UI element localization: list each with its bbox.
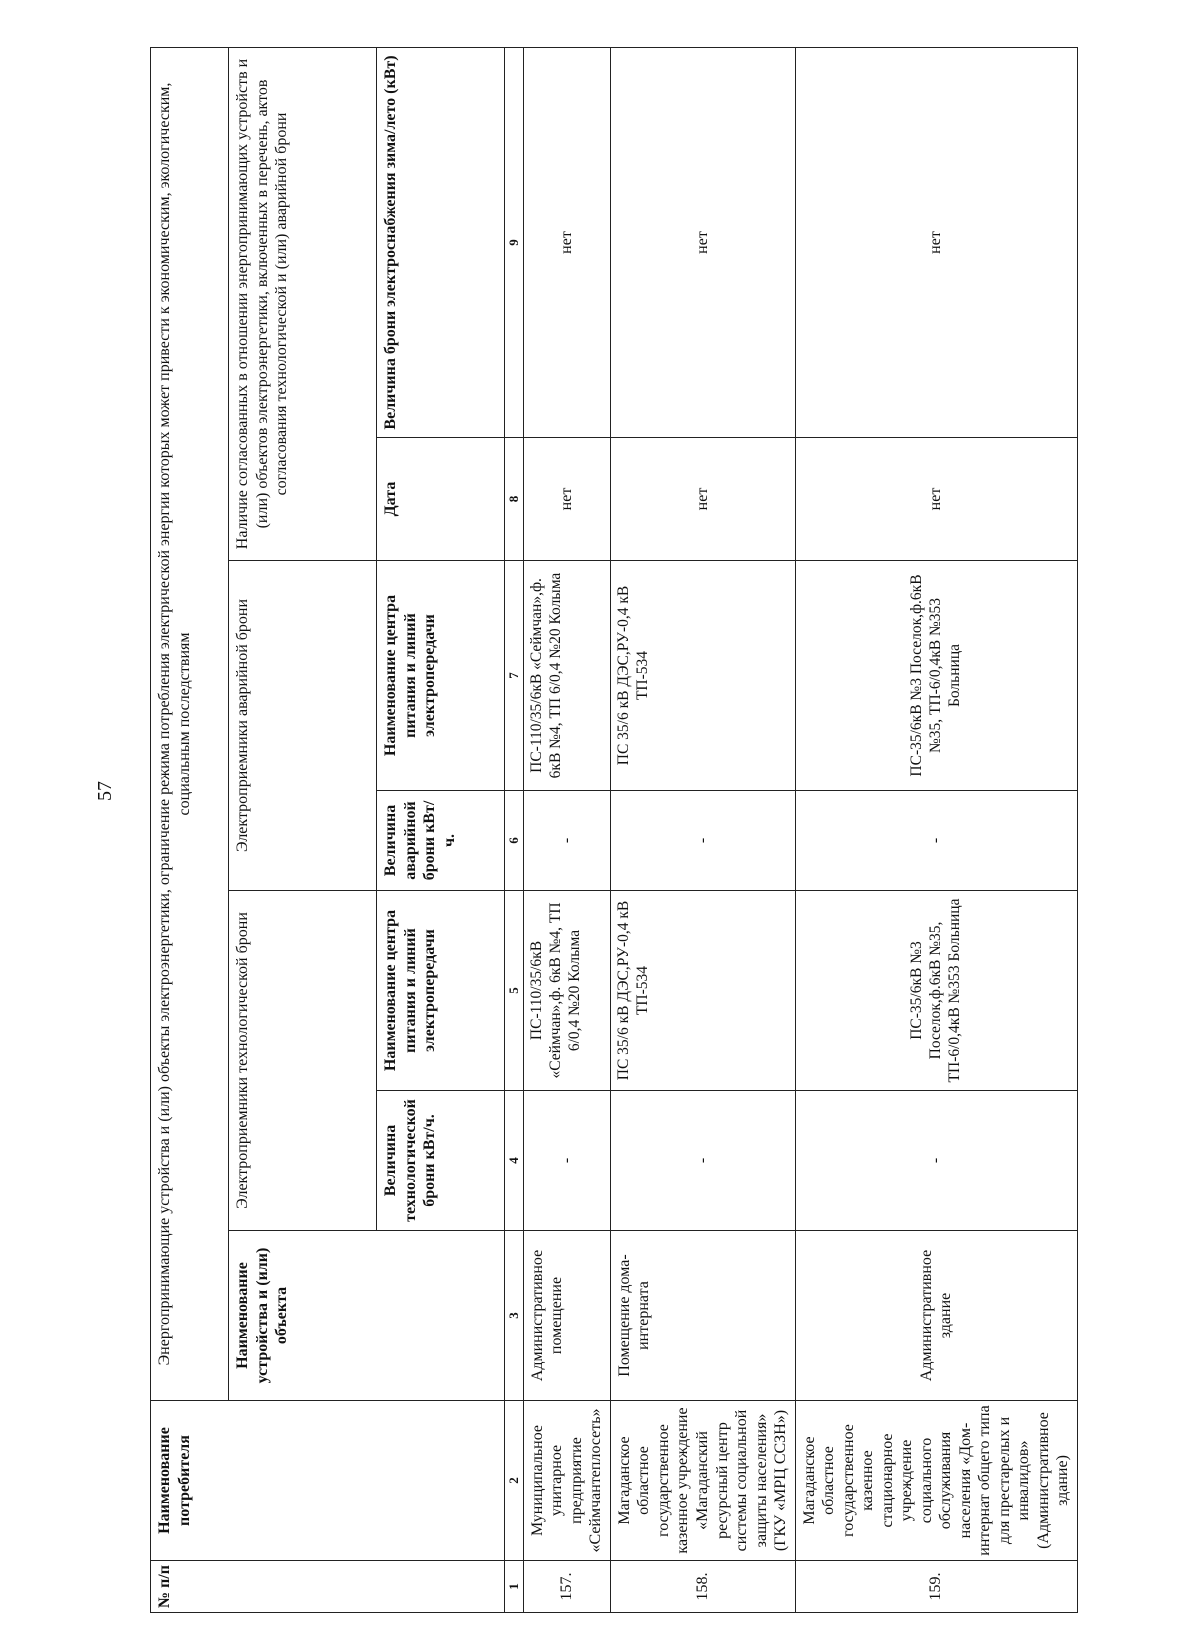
- object-name: Административное здание: [795, 1231, 1077, 1401]
- reserve-value: нет: [610, 47, 795, 437]
- consumer-name: Магаданское областное государственное казенное стационарное учреждение социального обслуживания населения «Дом-интернат общего типа для престарелых и инвалидов» (Административное здание): [795, 1401, 1077, 1561]
- header-tech-value: Величина технологической брони кВт/ч.: [377, 1091, 505, 1231]
- column-number: 6: [505, 791, 524, 891]
- column-number: 7: [505, 561, 524, 791]
- emerg-source: ПС-110/35/6кВ «Сеймчан»,ф. 6кВ №4, ТП 6/0,4 №20 Колыма: [523, 561, 610, 791]
- header-reserve: Величина брони электроснабжения зима/лето (кВт): [377, 47, 505, 437]
- emerg-value: -: [523, 791, 610, 891]
- header-emerg-source: Наименование центра питания и линий электропередачи: [377, 561, 505, 791]
- column-number: 3: [505, 1231, 524, 1401]
- column-number: 2: [505, 1401, 524, 1561]
- header-emerg-group: Электроприемники аварийной брони: [229, 561, 377, 891]
- header-emerg-value: Величина аварийной брони кВт/ч.: [377, 791, 505, 891]
- column-number: 1: [505, 1561, 524, 1613]
- column-number: 8: [505, 438, 524, 561]
- header-tech-source: Наименование центра питания и линий электропередачи: [377, 891, 505, 1091]
- column-number: 9: [505, 47, 524, 437]
- tech-value: -: [795, 1091, 1077, 1231]
- reserve-value: нет: [795, 47, 1077, 437]
- emerg-value: -: [795, 791, 1077, 891]
- reserve-table: [150, 47, 1078, 1613]
- tech-source: ПС-35/6кВ №3 Поселок,ф.6кВ №35, ТП-6/0,4кВ №353 Больница: [795, 891, 1077, 1091]
- header-number: № п/п: [151, 1561, 505, 1613]
- agreement-date: нет: [523, 438, 610, 561]
- object-name: Административное помещение: [523, 1231, 610, 1401]
- header-agreed-group: Наличие согласованных в отношении энергопринимающих устройств и (или) объектов электроэнергетики, включенных в перечень, актов согласования технологической и (или) аварийной брони: [229, 47, 377, 560]
- tech-value: -: [610, 1091, 795, 1231]
- row-number: 158.: [610, 1561, 795, 1613]
- tech-source: ПС 35/6 кВ ДЭС,РУ-0,4 кВ ТП-534: [610, 891, 795, 1091]
- row-number: 159.: [795, 1561, 1077, 1613]
- header-consumer: Наименование потребителя: [151, 1401, 505, 1561]
- consumer-name: Муниципальное унитарное предприятие «Сеймчантеплосеть»: [523, 1401, 610, 1561]
- document-sheet: [150, 48, 1070, 1613]
- table-row: [795, 47, 1077, 1612]
- consumer-name: Магаданское областное государственное казенное учреждение «Магаданский ресурсный центр системы социальной защиты населения» (ГКУ «МРЦ ССЗН»): [610, 1401, 795, 1561]
- row-number: 157.: [523, 1561, 610, 1613]
- header-object: Наименование устройства и (или) объекта: [229, 1231, 505, 1401]
- tech-source: ПС-110/35/6кВ «Сеймчан»,ф. 6кВ №4, ТП 6/0,4 №20 Колыма: [523, 891, 610, 1091]
- header-main-group: Энергопринимающие устройства и (или) объекты электроэнергетики, ограничение режима потребления электрической энергии которых может привести к экономическим, экологическим, социальным последствиям: [151, 47, 229, 1400]
- tech-value: -: [523, 1091, 610, 1231]
- object-name: Помещение дома-интерната: [610, 1231, 795, 1401]
- table-row: [523, 47, 610, 1612]
- table-row: [610, 47, 795, 1612]
- emerg-source: ПС-35/6кВ №3 Поселок,ф.6кВ №35, ТП-6/0,4кВ №353 Больница: [795, 561, 1077, 791]
- agreement-date: нет: [795, 438, 1077, 561]
- column-number: 5: [505, 891, 524, 1091]
- emerg-value: -: [610, 791, 795, 891]
- emerg-source: ПС 35/6 кВ ДЭС,РУ-0,4 кВ ТП-534: [610, 561, 795, 791]
- page-number: 57: [94, 781, 116, 801]
- header-tech-group: Электроприемники технологической брони: [229, 891, 377, 1231]
- column-number: 4: [505, 1091, 524, 1231]
- reserve-value: нет: [523, 47, 610, 437]
- agreement-date: нет: [610, 438, 795, 561]
- header-date: Дата: [377, 438, 505, 561]
